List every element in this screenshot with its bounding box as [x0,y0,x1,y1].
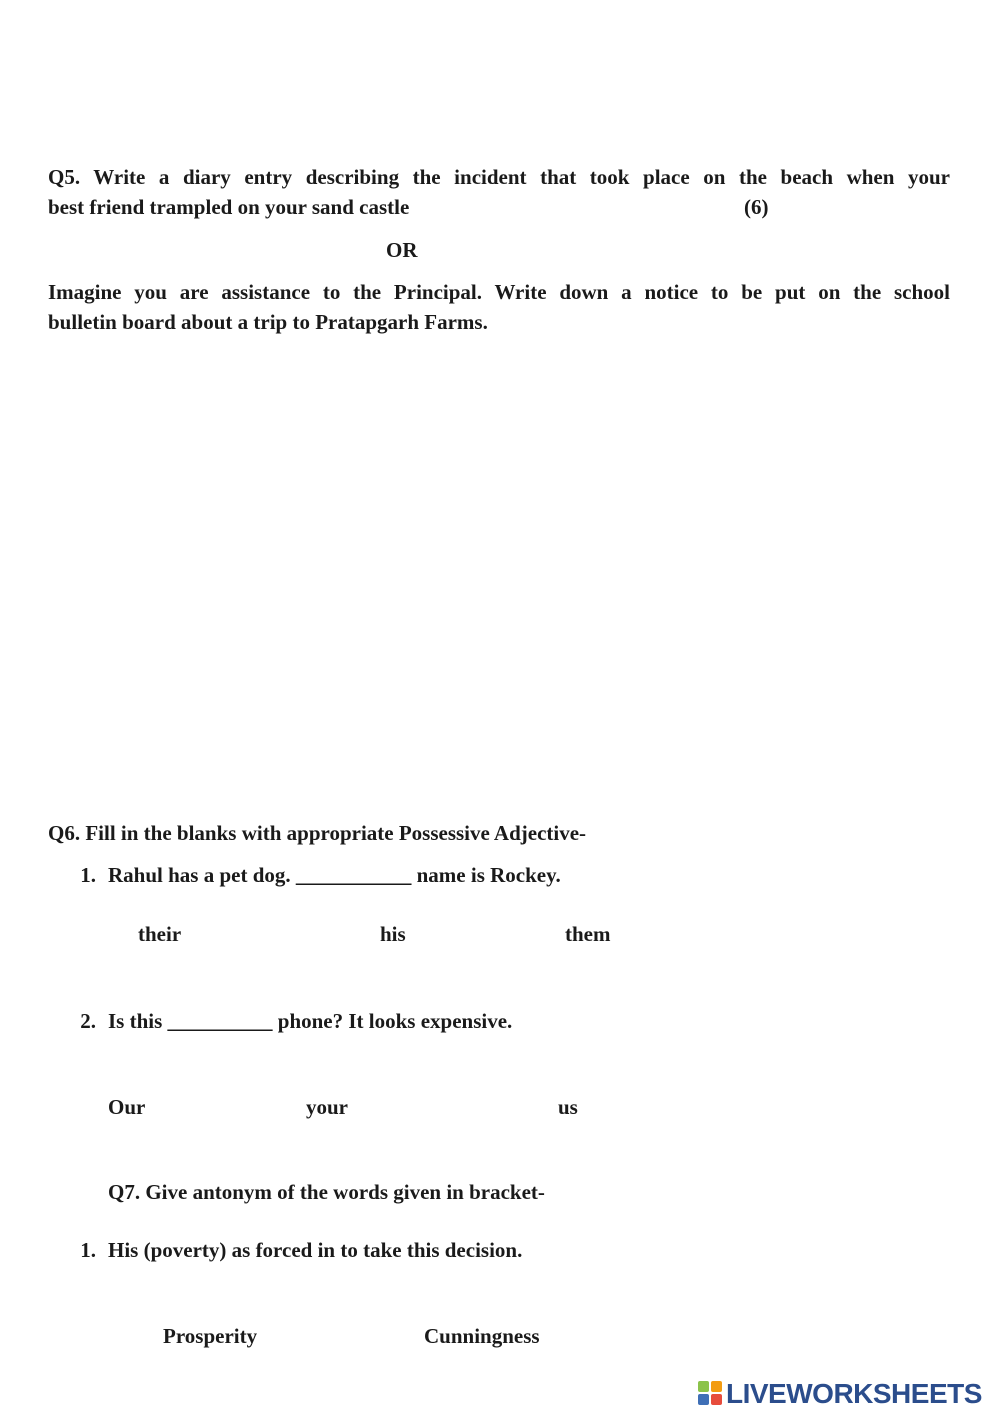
q6-item-1-option-them[interactable]: them [565,922,611,946]
q6-item-2-option-our[interactable]: Our [108,1095,146,1119]
q7-item-1-option-prosperity[interactable]: Prosperity [163,1324,258,1348]
q5-alt-line-2: bulletin board about a trip to Pratapgarh Farms. [48,310,488,334]
q5-line-2: best friend trampled on your sand castle [48,195,410,219]
q5-marks: (6) [744,195,769,219]
liveworksheets-logo [698,1379,982,1409]
q6-heading: Q6. Fill in the blanks with appropriate Possessive Adjective- [48,821,587,845]
q6-item-1-option-his[interactable]: his [380,922,406,946]
q7-item-1-text: His (poverty) as forced in to take this decision. [108,1238,523,1262]
liveworksheets-logo-icon [698,1381,724,1407]
q6-item-1-option-their[interactable]: their [138,922,182,946]
q6-item-2-option-us[interactable]: us [558,1095,578,1119]
q6-item-2-option-your[interactable]: your [306,1095,348,1119]
q5-line-1: Q5. Write a diary entry describing the incident that took place on the beach when your [48,165,950,189]
q6-item-1-number: 1. [80,863,96,887]
q7-item-1-option-cunningness[interactable]: Cunningness [424,1324,540,1348]
q5-alt-line-1: Imagine you are assistance to the Principal. Write down a notice to be put on the school [48,280,950,304]
q5-question [48,162,950,192]
q5-alternative [48,277,950,307]
q6-item-2-number: 2. [80,1009,96,1033]
q6-item-2-text: Is this __________ phone? It looks expensive. [108,1009,513,1033]
q6-item-1-text: Rahul has a pet dog. ___________ name is Rockey. [108,863,561,887]
q7-heading: Q7. Give antonym of the words given in bracket- [108,1180,545,1204]
q7-item-1-number: 1. [80,1238,96,1262]
or-separator: OR [386,238,418,262]
liveworksheets-logo-text: LIVEWORKSHEETS [726,1378,982,1409]
